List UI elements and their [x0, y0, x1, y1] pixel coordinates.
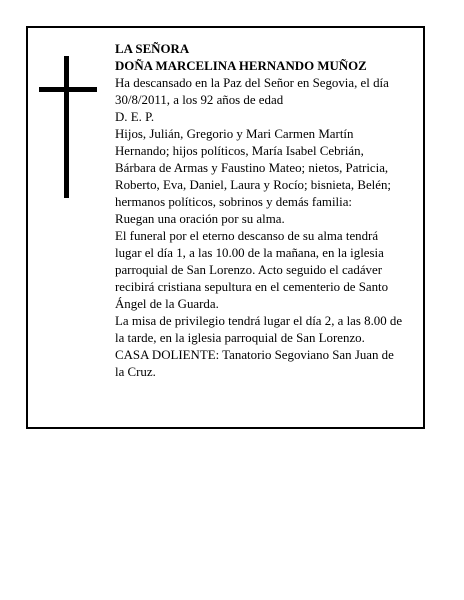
cross-icon [39, 56, 97, 198]
body-line: parroquial de San Lorenzo. Acto seguido el cadáver [115, 263, 383, 277]
body-line: La misa de privilegio tendrá lugar el día 2, a las 8.00 de [115, 314, 403, 328]
body-line: Ha descansado en la Paz del Señor en Segovia, el día [115, 76, 389, 90]
body-line: Bárbara de Armas y Faustino Mateo; nietos, Patricia, [115, 161, 389, 175]
title-line: LA SEÑORA [115, 42, 190, 56]
body-line: 30/8/2011, a los 92 años de edad [115, 93, 284, 107]
body-line: la Cruz. [115, 365, 156, 379]
body-line: Hernando; hijos políticos, María Isabel Cebrián, [115, 144, 364, 158]
body-line: la tarde, en la iglesia parroquial de San Lorenzo. [115, 331, 365, 345]
body-line: recibirá cristiana sepultura en el cementerio de Santo [115, 280, 389, 294]
cross-horizontal-bar [39, 87, 97, 92]
body-line: Ángel de la Guarda. [115, 297, 219, 311]
body-line: lugar el día 1, a las 10.00 de la mañana, en la iglesia [115, 246, 384, 260]
body-line: CASA DOLIENTE: Tanatorio Segoviano San Juan de [115, 348, 394, 362]
body-line: hermanos políticos, sobrinos y demás familia: [115, 195, 353, 209]
body-line: El funeral por el eterno descanso de su alma tendrá [115, 229, 379, 243]
body-line: Ruegan una oración por su alma. [115, 212, 285, 226]
body-line: Roberto, Eva, Daniel, Laura y Rocío; bisnieta, Belén; [115, 178, 391, 192]
obituary-text [115, 41, 420, 381]
obituary-notice [26, 26, 425, 429]
cross-vertical-bar [64, 56, 69, 198]
deceased-name: DOÑA MARCELINA HERNANDO MUÑOZ [115, 59, 367, 73]
body-line: Hijos, Julián, Gregorio y Mari Carmen Martín [115, 127, 354, 141]
body-line: D. E. P. [115, 110, 155, 124]
